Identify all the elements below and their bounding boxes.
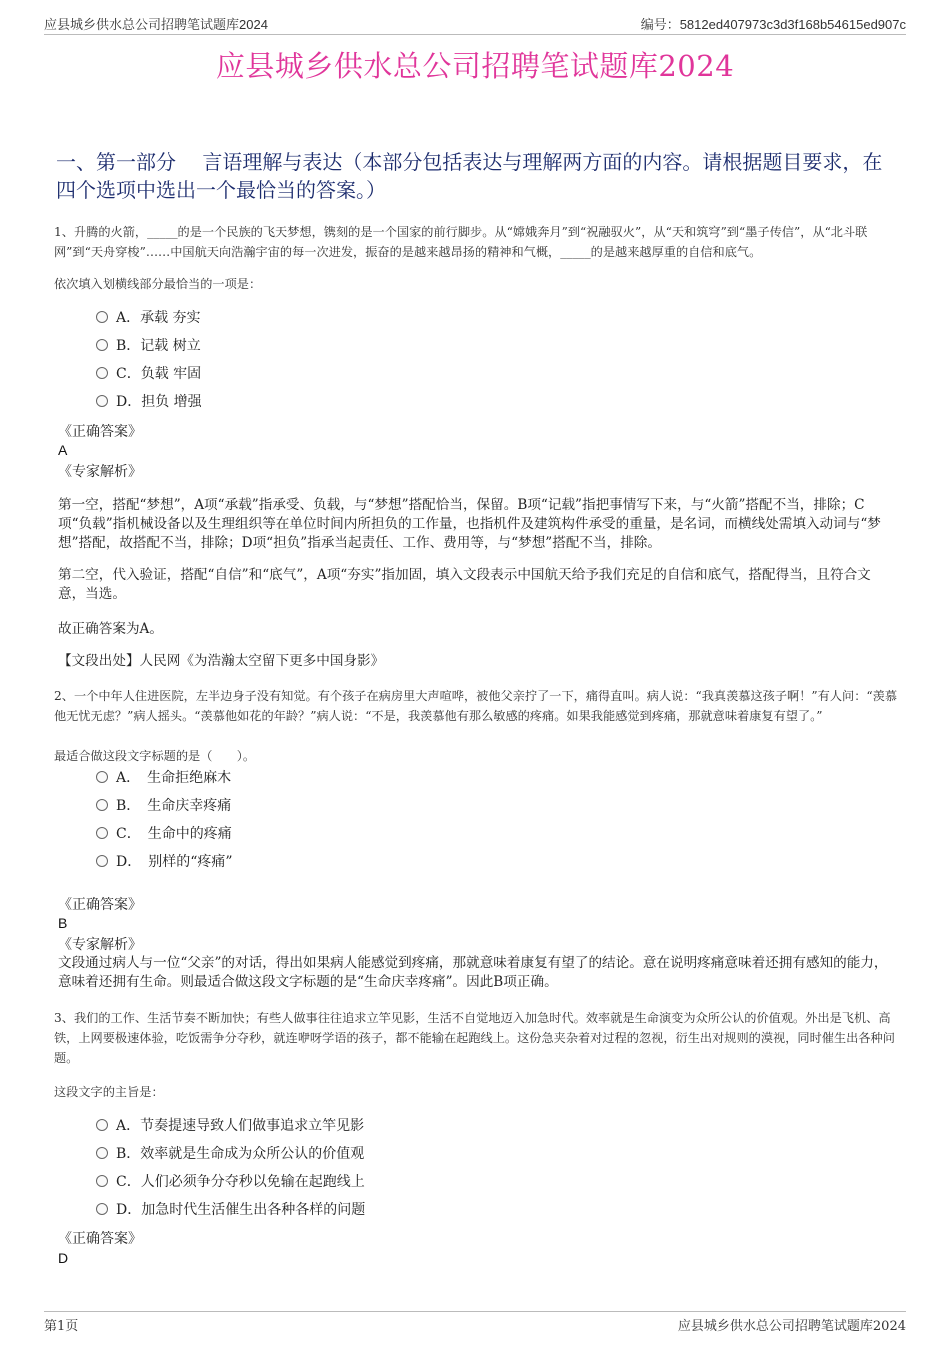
q3-answer: D — [58, 1250, 69, 1266]
q3-option-d[interactable]: D．加急时代生活催生出各种各样的问题 — [96, 1200, 365, 1220]
page-number: 第1页 — [44, 1319, 79, 1334]
q2-option-c[interactable]: C． 生命中的疼痛 — [96, 824, 232, 844]
radio-icon[interactable] — [96, 771, 108, 783]
question-1-prompt: 依次填入划横线部分最恰当的一项是： — [54, 277, 262, 291]
q1-option-c[interactable]: C．负载 牢固 — [96, 364, 201, 384]
page-footer — [44, 1311, 906, 1334]
q1-source: 【文段出处】人民网《为浩瀚太空留下更多中国身影》 — [58, 653, 385, 669]
radio-icon[interactable] — [96, 1147, 108, 1159]
q2-answer: B — [58, 915, 68, 931]
page-header — [44, 14, 906, 35]
q1-option-a[interactable]: A．承载 夯实 — [96, 308, 201, 328]
question-3-prompt: 这段文字的主旨是： — [54, 1085, 164, 1099]
radio-icon[interactable] — [96, 1119, 108, 1131]
q1-answer-label: 《正确答案》 — [58, 424, 142, 440]
radio-icon[interactable] — [96, 827, 108, 839]
q1-analysis-1: 第一空，搭配“梦想”，A项“承载”指承受、负载，与“梦想”搭配恰当，保留。B项“记载”指把事情写下来，与“火箭”搭配不当，排除；C项“负载”指机械设备以及生理组织等在单位时间内所担负的工作量，也指机件及建筑构件承受的重量，是名词，而横线处需填入动词与“梦想”搭配，故搭配不当，排除；D项“担负”指承当起责任、工作、费用等，与“梦想”搭配不当，排除。 — [58, 497, 881, 551]
radio-icon[interactable] — [96, 311, 108, 323]
q1-analysis-2: 第二空，代入验证，搭配“自信”和“底气”，A项“夯实”指加固，填入文段表示中国航天给予我们充足的自信和底气，搭配得当，且符合文意，当选。 — [58, 567, 871, 602]
radio-icon[interactable] — [96, 339, 108, 351]
radio-icon[interactable] — [96, 367, 108, 379]
footer-title: 应县城乡供水总公司招聘笔试题库2024 — [677, 1319, 906, 1334]
radio-icon[interactable] — [96, 395, 108, 407]
header-title: 应县城乡供水总公司招聘笔试题库2024 — [44, 17, 268, 32]
question-1-text: 1、升腾的火箭，_____的是一个民族的飞天梦想，镌刻的是一个国家的前行脚步。从“嫦娥奔月”到“祝融驭火”，从“天和筑穹”到“墨子传信”，从“北斗联网”到“天舟穿梭”……中国航天向浩瀚宇宙的每一次进发，振奋的是越来越昂扬的精神和气概，_____的是越来越厚重的自信和底气。 — [54, 225, 868, 259]
radio-icon[interactable] — [96, 799, 108, 811]
q2-option-d[interactable]: D． 别样的“疼痛” — [96, 852, 233, 872]
q1-answer: A — [58, 442, 68, 458]
question-3-text: 3、我们的工作、生活节奏不断加快；有些人做事往往追求立竿见影，生活不自觉地迈入加急时代。效率就是生命演变为众所公认的价值观。外出是飞机、高铁，上网要极速体验，吃饭需争分夺秒，就连咿呀学语的孩子，都不能输在起跑线上。这份急夹杂着对过程的忽视，衍生出对规则的漠视，同时催生出各种问题。 — [54, 1011, 895, 1065]
q1-analysis-3: 故正确答案为A。 — [58, 621, 163, 637]
header-doc-id: 编号：5812ed407973c3d3f168b54615ed907c — [640, 17, 906, 32]
section-heading: 一、第一部分 言语理解与表达（本部分包括表达与理解两方面的内容。请根据题目要求，在四个选项中选出一个最恰当的答案。） — [56, 150, 883, 202]
q2-analysis-label: 《专家解析》 — [58, 937, 142, 953]
page-title: 应县城乡供水总公司招聘笔试题库2024 — [215, 49, 735, 83]
q3-answer-label: 《正确答案》 — [58, 1231, 142, 1247]
q2-analysis: 文段通过病人与一位“父亲”的对话，得出如果病人能感觉到疼痛，那就意味着康复有望了的结论。意在说明疼痛意味着还拥有感知的能力，意味着还拥有生命。则最适合做这段文字标题的是“生命庆幸疼痛”。因此B项正确。 — [58, 955, 888, 990]
q2-answer-label: 《正确答案》 — [58, 897, 142, 913]
q3-option-a[interactable]: A．节奏提速导致人们做事追求立竿见影 — [96, 1116, 364, 1136]
radio-icon[interactable] — [96, 855, 108, 867]
q2-option-b[interactable]: B． 生命庆幸疼痛 — [96, 796, 231, 816]
q2-option-a[interactable]: A． 生命拒绝麻木 — [96, 768, 231, 788]
radio-icon[interactable] — [96, 1203, 108, 1215]
q3-option-c[interactable]: C．人们必须争分夺秒以免输在起跑线上 — [96, 1172, 365, 1192]
q1-option-d[interactable]: D．担负 增强 — [96, 392, 202, 412]
q1-analysis-label: 《专家解析》 — [58, 464, 142, 480]
radio-icon[interactable] — [96, 1175, 108, 1187]
q1-option-b[interactable]: B．记载 树立 — [96, 336, 201, 356]
question-2-text: 2、一个中年人住进医院，左半边身子没有知觉。有个孩子在病房里大声喧哗，被他父亲拧了一下，痛得直叫。病人说：“我真羡慕这孩子啊！”有人问：“羡慕他无忧无虑？”病人摇头。“羡慕他如花的年龄？”病人说：“不是，我羡慕他有那么敏感的疼痛。如果我能感觉到疼痛，那就意味着康复有望了。” — [54, 689, 898, 723]
question-2-prompt: 最适合做这段文字标题的是（ ）。 — [54, 749, 256, 763]
q3-option-b[interactable]: B．效率就是生命成为众所公认的价值观 — [96, 1144, 364, 1164]
